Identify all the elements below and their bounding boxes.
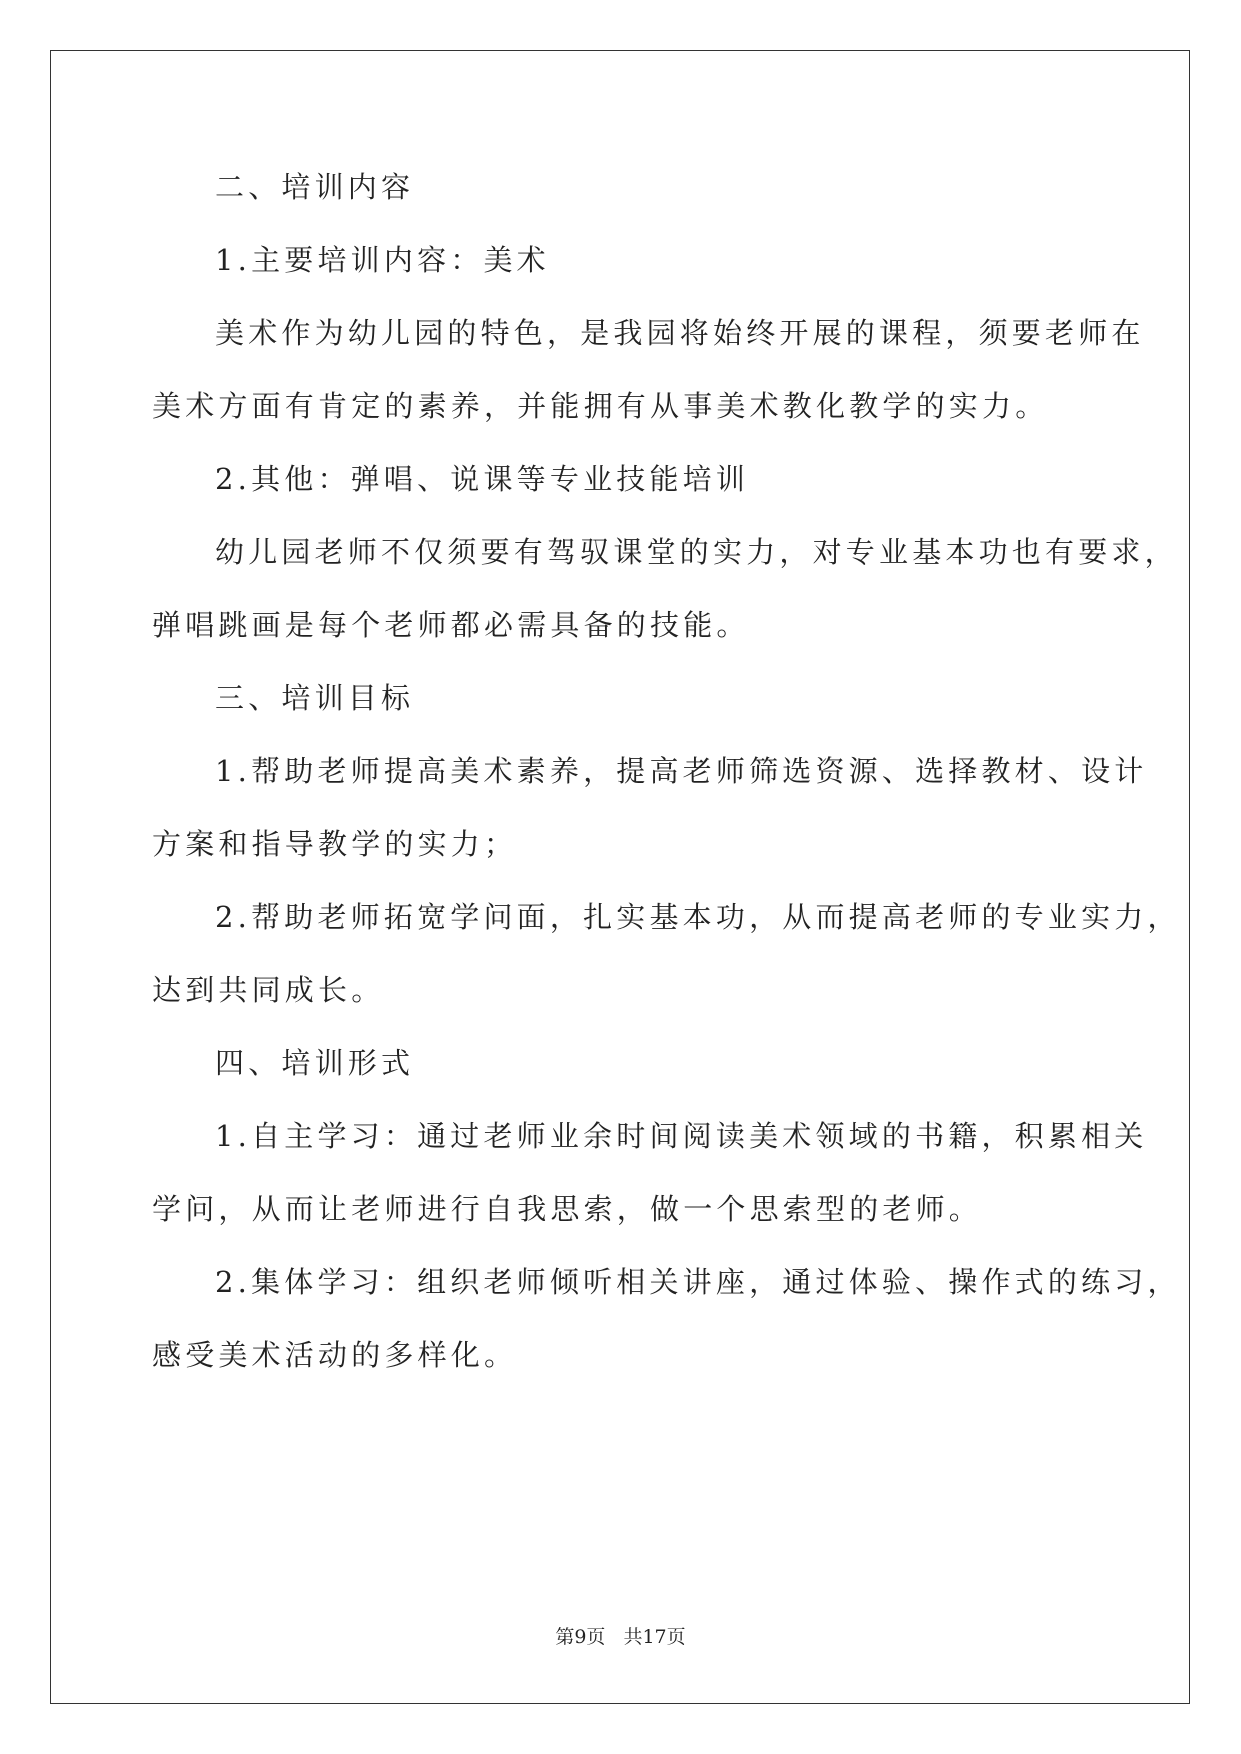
- paragraph-line: 学问，从而让老师进行自我思索，做一个思索型的老师。: [152, 1192, 983, 1226]
- paragraph-line: 幼儿园老师不仅须要有驾驭课堂的实力，对专业基本功也有要求，: [215, 535, 1178, 569]
- paragraph-line: 美术方面有肯定的素养，并能拥有从事美术教化教学的实力。: [152, 389, 1049, 423]
- heading-training-content: 二、培训内容: [215, 170, 415, 204]
- paragraph-line: 2.其他：弹唱、说课等专业技能培训: [215, 462, 750, 496]
- paragraph-line: 2.帮助老师拓宽学问面，扎实基本功，从而提高老师的专业实力，: [215, 900, 1181, 934]
- paragraph-line: 方案和指导教学的实力；: [152, 827, 518, 861]
- paragraph-line: 1.自主学习：通过老师业余时间阅读美术领域的书籍，积累相关: [215, 1119, 1148, 1153]
- page-footer: [0, 1625, 1241, 1649]
- page-number-current: 第9页: [555, 1626, 606, 1648]
- paragraph-line: 美术作为幼儿园的特色，是我园将始终开展的课程，须要老师在: [215, 316, 1145, 350]
- paragraph-line: 1.主要培训内容：美术: [215, 243, 550, 277]
- paragraph-line: 弹唱跳画是每个老师都必需具备的技能。: [152, 608, 750, 642]
- paragraph-line: 1.帮助老师提高美术素养，提高老师筛选资源、选择教材、设计: [215, 754, 1148, 788]
- paragraph-line: 达到共同成长。: [152, 973, 385, 1007]
- paragraph-line: 感受美术活动的多样化。: [152, 1338, 518, 1372]
- page-number-total: 共17页: [623, 1626, 686, 1648]
- heading-training-format: 四、培训形式: [215, 1046, 415, 1080]
- heading-training-goals: 三、培训目标: [215, 681, 415, 715]
- page-border: [50, 50, 1190, 1704]
- paragraph-line: 2.集体学习：组织老师倾听相关讲座，通过体验、操作式的练习，: [215, 1265, 1181, 1299]
